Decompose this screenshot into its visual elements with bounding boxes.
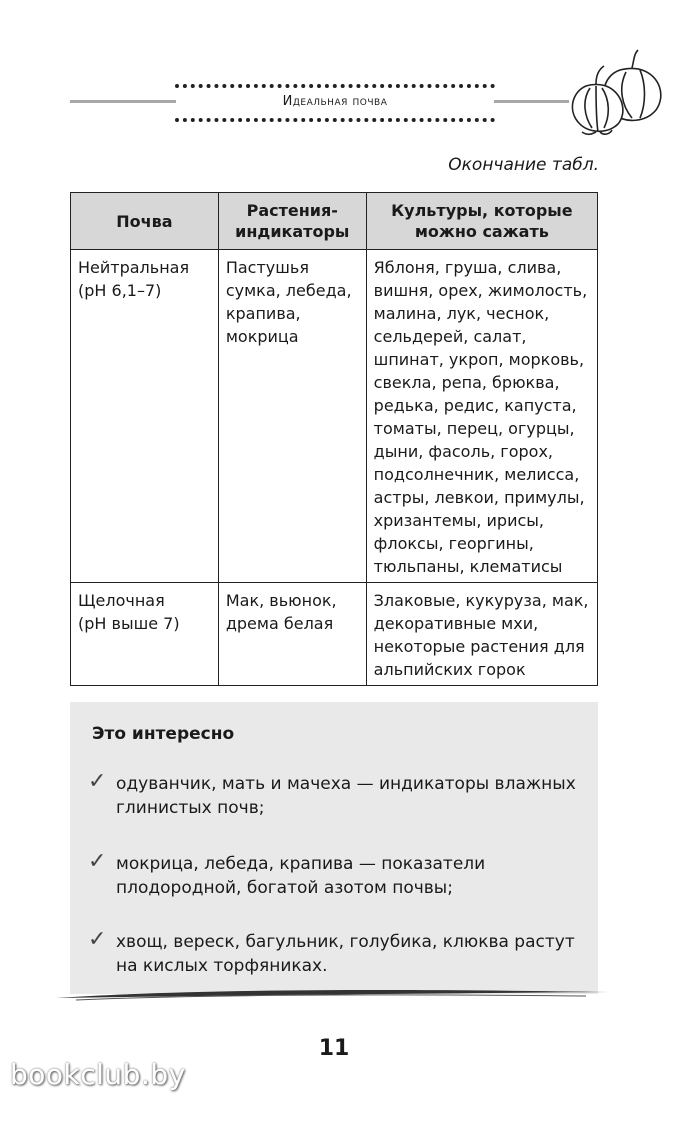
indicators-cell: Пастушья сумка, лебеда, крапива, мокрица bbox=[218, 250, 366, 583]
column-header-soil: Почва bbox=[71, 193, 219, 250]
info-box-title: Это интересно bbox=[92, 724, 235, 744]
column-header-indicators: Растения-индикаторы bbox=[218, 193, 366, 250]
soil-ph: (pH 6,1–7) bbox=[78, 281, 162, 300]
running-head: Идеальная почва bbox=[282, 94, 388, 109]
checkmark-icon: ✓ bbox=[88, 849, 107, 874]
soil-type: Щелочная bbox=[78, 591, 165, 610]
soil-table bbox=[70, 192, 598, 686]
crops-cell: Злаковые, кукуруза, мак, декоративные мхи, некоторые растения для альпийских горок bbox=[366, 583, 597, 686]
checkmark-icon: ✓ bbox=[88, 927, 107, 952]
list-item bbox=[88, 927, 578, 978]
crops-cell: Яблоня, груша, слива, вишня, орех, жимолость, малина, лук, чеснок, сельдерей, салат, шпинат, укроп, морковь, свекла, репа, брюква, редька, редис, капуста, томаты, перец, огурцы, дыни, фасоль, горох, подсолнечник, мелисса, астры, левкои, примулы, хризантемы, ирисы, флоксы, георгины, тюльпаны, клематисы bbox=[366, 250, 597, 583]
page-number: 11 bbox=[318, 1036, 350, 1061]
checkmark-icon: ✓ bbox=[88, 769, 107, 794]
header-dots-top bbox=[175, 84, 495, 88]
header-dots-bottom bbox=[175, 118, 495, 122]
onion-icon bbox=[562, 48, 670, 138]
header-rule-right bbox=[494, 100, 569, 103]
table-header-row bbox=[71, 193, 598, 250]
soil-ph: (pH выше 7) bbox=[78, 614, 180, 633]
indicators-cell: Мак, вьюнок, дрема белая bbox=[218, 583, 366, 686]
soil-cell bbox=[71, 583, 219, 686]
list-item-text: одуванчик, мать и мачеха — индикаторы влажных глинистых почв; bbox=[116, 774, 576, 818]
list-item-text: хвощ, вереск, багульник, голубика, клюква растут на кислых торфяниках. bbox=[116, 932, 575, 976]
list-item bbox=[88, 769, 578, 820]
watermark: bookclub.by bbox=[10, 1058, 186, 1091]
table-caption: Окончание табл. bbox=[448, 155, 599, 175]
soil-type: Нейтральная bbox=[78, 258, 190, 277]
table-row bbox=[71, 250, 598, 583]
column-header-crops: Культуры, которые можно сажать bbox=[366, 193, 597, 250]
soil-cell bbox=[71, 250, 219, 583]
table-row bbox=[71, 583, 598, 686]
list-item bbox=[88, 849, 578, 900]
info-box bbox=[70, 702, 598, 994]
list-item-text: мокрица, лебеда, крапива — показатели плодородной, богатой азотом почвы; bbox=[116, 854, 486, 898]
decorative-swoosh bbox=[56, 986, 608, 1002]
header-rule-left bbox=[70, 100, 176, 103]
